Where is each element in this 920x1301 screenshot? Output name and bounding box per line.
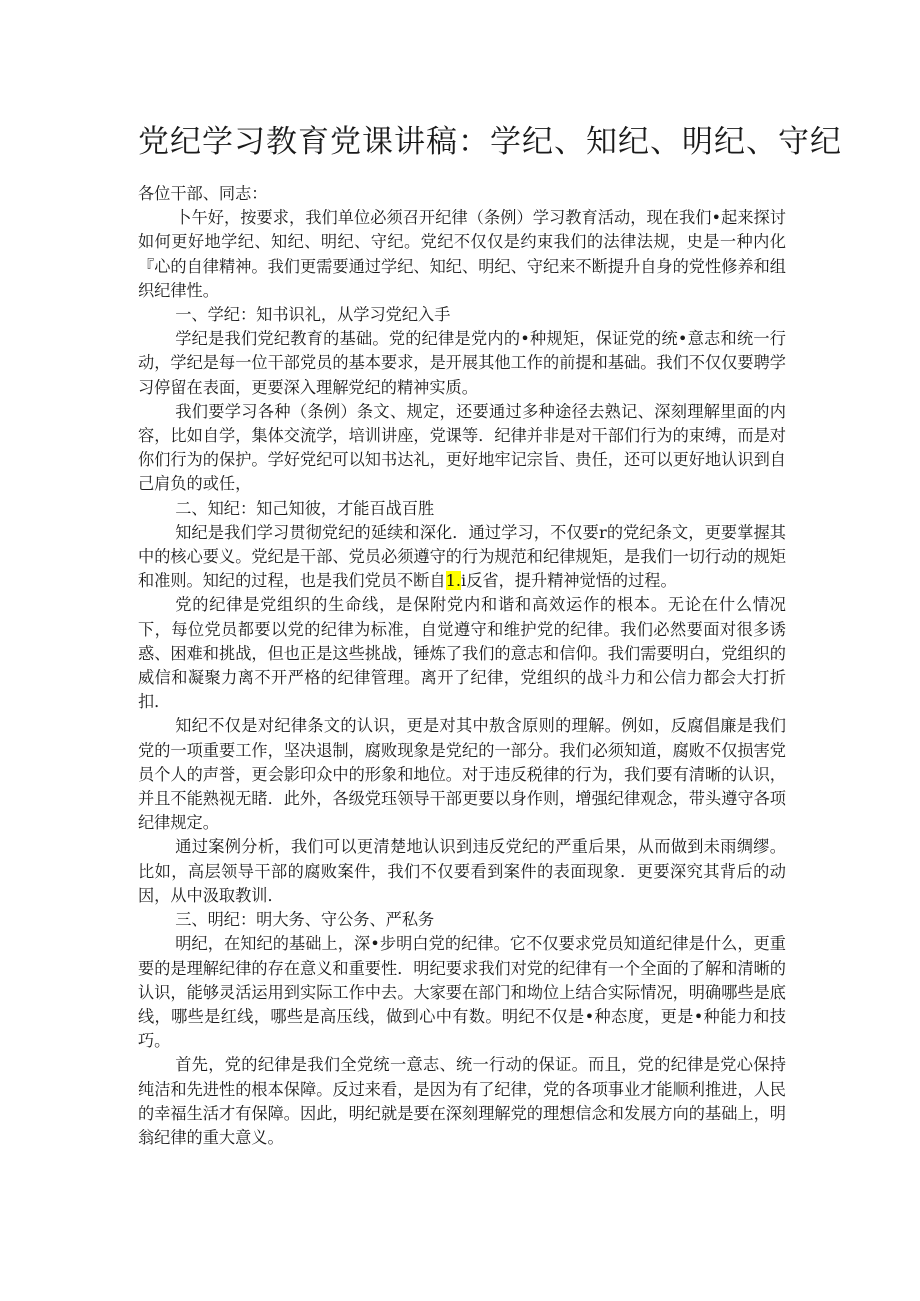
salutation: 各位干部、同志： [138,184,268,203]
section-1-heading: 一、学纪：知书识礼，从学习党纪入手 [175,305,451,325]
document-page [138,122,842,1150]
section-3-paragraph-2: 首先，党的纪律是我们全党统一意志、统一行动的保证。而且，党的纪律是党心保持纯洁和先进性的根本保障。反过来看，是因为有了纪律，党的各项事业才能顺利推进，人民的幸福生活才有保障。因此，明纪就是要在深刻理解党的理想信念和发展方向的基础上，明翁纪律的重大意义。 [138,1055,786,1147]
section-2-paragraph-1 [138,521,786,594]
section-2-paragraph-1-text-a: 知纪是我们学习贯彻党纪的延续和深化．通过学习，不仅要r的党纪条文，更要掌握其中的核心要义。党纪是干部、党员必须遵守的行为规范和纪律规矩，是我们一切行动的规矩和准则。知纪的过程，也是我们党员不断自 [138,522,786,591]
intro-paragraph: 卜午好，按要求，我们单位必须召开纪律（条例）学习教育活动，现在我们•起来探讨如何更好地学纪、知纪、明纪、守纪。党纪不仅仅是约束我们的法律法规，史是一种内化『心的自律精神。我们更需要通过学纪、知纪、明纪、守纪来不断提升自身的党性修养和组织纪律性。 [138,208,786,300]
section-1-paragraph-1: 学纪是我们党纪教育的基础。党的纪律是党内的•种规矩，保证党的统•意志和统一行动，学纪是每一位干部党员的基本要求，是开展其他工作的前提和基础。我们不仅仅要聘学习停留在表面，更要深入理解党纪的精神实质。 [138,329,786,397]
section-2-heading: 二、知纪：知己知彼，才能百战百胜 [175,498,435,518]
section-2-paragraph-1-text-b: i反省，提升精神觉悟的过程。 [461,571,677,591]
section-3-heading: 三、明纪：明大务、守公务、严私务 [175,910,435,930]
section-2-paragraph-4: 通过案例分析，我们可以更清楚地认识到违反党纪的严重后果，从而做到未雨绸缪。比如，高层领导干部的腐败案件，我们不仅要看到案件的表面现象．更要深究其背后的动因，从中汲取教训． [138,837,786,905]
document-title: 党纪学习教育党课讲稿：学纪、知纪、明纪、守纪 [138,124,842,160]
section-3-paragraph-1: 明纪，在知纪的基础上，深•步明白党的纪律。它不仅要求党员知道纪律是什么，更重要的是理解纪律的存在意义和重要性．明纪要求我们对党的纪律有一个全面的了解和清晰的认识，能够灵活运用到实际工作中去。大家要在部门和坳位上结合实际情况，明确哪些是底线，哪些是红线，哪些是高压线，做到心中有数。明纪不仅是•种态度，更是•种能力和技巧。 [138,934,786,1051]
section-1-paragraph-2: 我们要学习各种（条例）条文、规定，还要通过多种途径去熟记、深刻理解里面的内容，比如自学，集体交流学，培训讲座，党课等．纪律并非是对干部们行为的束缚，而是对你们行为的保护。学好党纪可以知书达礼，更好地牢记宗旨、贵任，还可以更好地认识到自己肩负的或任， [138,401,786,494]
highlighted-text: 1. [445,571,462,591]
section-2-paragraph-3: 知纪不仅是对纪律条文的认识，更是对其中敖含原则的理解。例如，反腐倡廉是我们党的一项重要工作，坚决退制，腐败现象是党纪的一部分。我们必须知道，腐败不仅损害党员个人的声誉，更会影印众中的形象和地位。对于违反税律的行为，我们要有清晰的认识，并且不能熟视无睹．此外，各级党珏领导干部更要以身作则，增强纪律观念，带头遵守各项纪律规定。 [138,716,786,833]
section-2-paragraph-2: 党的纪律是党组织的生命线，是保附党内和谐和高效运作的根本。无论在什么情况下，每位党员都要以党的纪律为标准，自觉遵守和维护党的纪律。我们必然要面对很多诱惑、困难和挑战，但也正是这些挑战，锤炼了我们的意志和信仰。我们需要明白，党组织的威信和凝聚力离不开严格的纪律管理。离开了纪律，党组织的战斗力和公信力都会大打折扣． [138,595,786,712]
